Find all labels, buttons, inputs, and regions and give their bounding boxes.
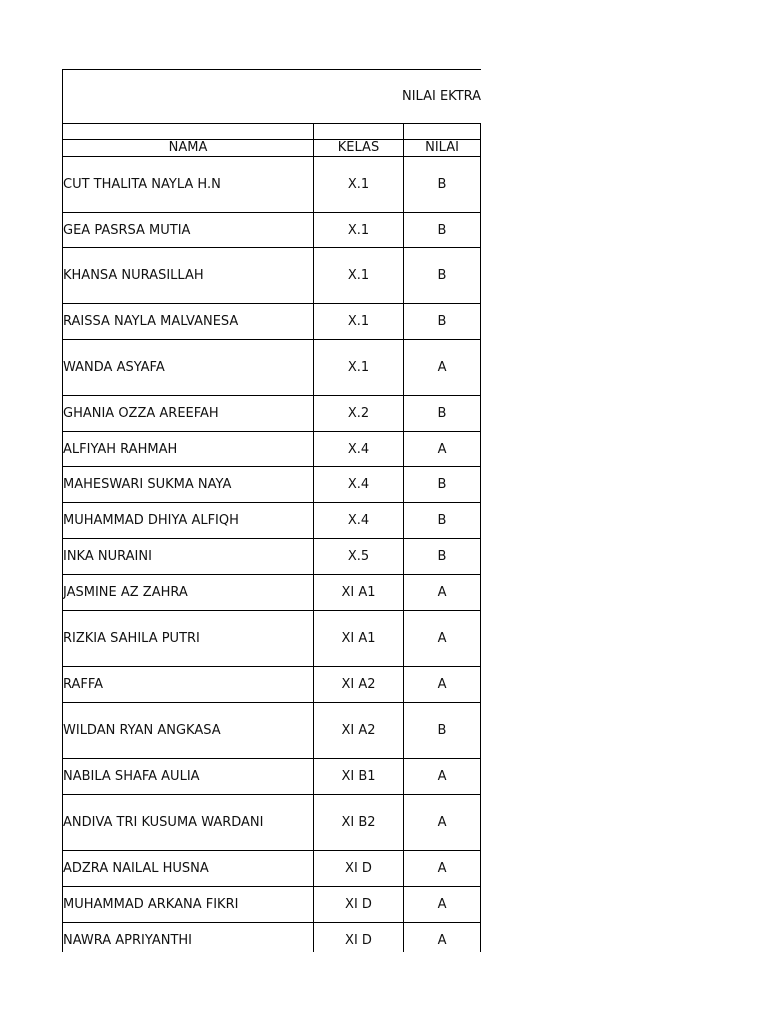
- cell-nilai: A: [404, 759, 481, 795]
- cell-nilai: B: [404, 539, 481, 575]
- table-row: [63, 851, 481, 887]
- cell-nama: WILDAN RYAN ANGKASA: [63, 703, 314, 759]
- table-row: [63, 304, 481, 340]
- title-cell: [63, 70, 481, 124]
- header-nama: NAMA: [63, 140, 314, 157]
- cell-nilai: B: [404, 157, 481, 213]
- cell-nama: MUHAMMAD DHIYA ALFIQH: [63, 503, 314, 539]
- cell-nama: CUT THALITA NAYLA H.N: [63, 157, 314, 213]
- cell-kelas: XI D: [314, 923, 404, 953]
- table-row: [63, 667, 481, 703]
- cell-nilai: A: [404, 575, 481, 611]
- cell-nama: RIZKIA SAHILA PUTRI: [63, 611, 314, 667]
- blank-cell: [314, 124, 404, 140]
- cell-kelas: XI A1: [314, 611, 404, 667]
- cell-nilai: B: [404, 304, 481, 340]
- table-row: [63, 467, 481, 503]
- table-row: [63, 923, 481, 953]
- cell-nama: NABILA SHAFA AULIA: [63, 759, 314, 795]
- header-kelas: KELAS: [314, 140, 404, 157]
- table-row: [63, 795, 481, 851]
- cell-nilai: B: [404, 503, 481, 539]
- cell-nama: ALFIYAH RAHMAH: [63, 432, 314, 467]
- blank-row: [63, 124, 481, 140]
- cell-kelas: XI A2: [314, 703, 404, 759]
- table-row: [63, 396, 481, 432]
- cell-nama: NAWRA APRIYANTHI: [63, 923, 314, 953]
- cell-kelas: XI A2: [314, 667, 404, 703]
- cell-kelas: X.1: [314, 213, 404, 248]
- cell-kelas: X.2: [314, 396, 404, 432]
- cell-kelas: XI B1: [314, 759, 404, 795]
- cell-nilai: B: [404, 213, 481, 248]
- cell-kelas: XI B2: [314, 795, 404, 851]
- cell-nama: MAHESWARI SUKMA NAYA: [63, 467, 314, 503]
- cell-nama: RAISSA NAYLA MALVANESA: [63, 304, 314, 340]
- cell-nama: GHANIA OZZA AREEFAH: [63, 396, 314, 432]
- cell-kelas: XI A1: [314, 575, 404, 611]
- table-row: [63, 340, 481, 396]
- spreadsheet-view: [62, 69, 481, 952]
- table-row: [63, 157, 481, 213]
- cell-nama: MUHAMMAD ARKANA FIKRI: [63, 887, 314, 923]
- cell-nama: WANDA ASYAFA: [63, 340, 314, 396]
- cell-nilai: A: [404, 795, 481, 851]
- title-row: [63, 70, 481, 124]
- cell-kelas: X.4: [314, 503, 404, 539]
- cell-nilai: B: [404, 248, 481, 304]
- sheet-title: NILAI EKTRA: [402, 89, 481, 104]
- cell-kelas: X.1: [314, 157, 404, 213]
- cell-kelas: X.1: [314, 340, 404, 396]
- table-row: [63, 611, 481, 667]
- cell-nilai: B: [404, 703, 481, 759]
- cell-nama: GEA PASRSA MUTIA: [63, 213, 314, 248]
- cell-nama: INKA NURAINI: [63, 539, 314, 575]
- table-row: [63, 759, 481, 795]
- cell-kelas: X.1: [314, 304, 404, 340]
- table-row: [63, 248, 481, 304]
- cell-nilai: A: [404, 340, 481, 396]
- table-row: [63, 539, 481, 575]
- cell-kelas: XI D: [314, 887, 404, 923]
- cell-nama: ANDIVA TRI KUSUMA WARDANI: [63, 795, 314, 851]
- cell-kelas: XI D: [314, 851, 404, 887]
- blank-cell: [63, 124, 314, 140]
- grade-table: [62, 69, 481, 952]
- cell-nilai: A: [404, 432, 481, 467]
- cell-nilai: B: [404, 467, 481, 503]
- table-row: [63, 503, 481, 539]
- cell-nilai: A: [404, 667, 481, 703]
- cell-nilai: A: [404, 887, 481, 923]
- cell-kelas: X.4: [314, 467, 404, 503]
- cell-kelas: X.5: [314, 539, 404, 575]
- cell-nama: JASMINE AZ ZAHRA: [63, 575, 314, 611]
- cell-nama: KHANSA NURASILLAH: [63, 248, 314, 304]
- cell-nilai: B: [404, 396, 481, 432]
- cell-nilai: A: [404, 923, 481, 953]
- table-row: [63, 887, 481, 923]
- header-row: [63, 140, 481, 157]
- table-row: [63, 575, 481, 611]
- table-row: [63, 703, 481, 759]
- cell-nama: RAFFA: [63, 667, 314, 703]
- table-row: [63, 432, 481, 467]
- cell-kelas: X.4: [314, 432, 404, 467]
- cell-nama: ADZRA NAILAL HUSNA: [63, 851, 314, 887]
- blank-cell: [404, 124, 481, 140]
- table-row: [63, 213, 481, 248]
- cell-nilai: A: [404, 611, 481, 667]
- cell-nilai: A: [404, 851, 481, 887]
- cell-kelas: X.1: [314, 248, 404, 304]
- header-nilai: NILAI: [404, 140, 481, 157]
